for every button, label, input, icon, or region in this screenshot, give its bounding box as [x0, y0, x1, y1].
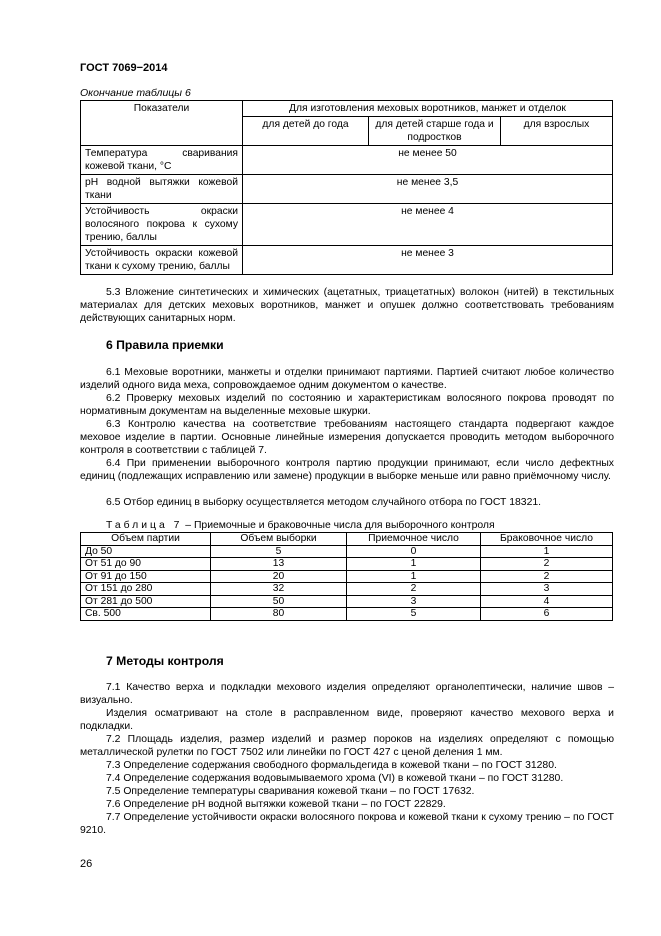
table7-cell: 13	[211, 558, 347, 571]
table7-cell: 3	[481, 583, 613, 596]
table-row	[81, 545, 613, 558]
table-row	[81, 175, 613, 204]
table7-caption-label: Таблица 7	[106, 520, 183, 531]
table6-row-label: Температура сваривания кожевой ткани, °С	[81, 146, 243, 175]
table7-cell: До 50	[81, 545, 211, 558]
table6-row-label: рН водной вытяжки кожевой ткани	[81, 175, 243, 204]
table7-cell: 5	[211, 545, 347, 558]
table6-subheader-older: для детей старше года и подростков	[369, 117, 501, 146]
table7-header-row	[81, 533, 613, 546]
paragraph-7-1: 7.1 Качество верха и подкладки мехового изделия определяют органолептически, наличие швов – визуально.	[80, 682, 614, 707]
table7-cell: 32	[211, 583, 347, 596]
table7-cell: От 151 до 280	[81, 583, 211, 596]
table7-caption	[106, 520, 495, 531]
page-number: 26	[80, 858, 93, 870]
table7-header: Объем партии	[81, 533, 211, 546]
paragraph-7-1-inspection: Изделия осматривают на столе в расправленном виде, проверяют качество мехового верха и подкладки.	[80, 708, 614, 733]
table7-cell: 2	[347, 583, 481, 596]
paragraph-7-3: 7.3 Определение содержания свободного формальдегида в кожевой ткани – по ГОСТ 31280.	[106, 760, 557, 771]
table6-caption: Окончание таблицы 6	[80, 87, 191, 99]
table7-header: Браковочное число	[481, 533, 613, 546]
table6-row-label: Устойчивость окраски кожевой ткани к сухому трению, баллы	[81, 246, 243, 275]
table6-header-group: Для изготовления меховых воротников, манжет и отделок	[243, 101, 613, 117]
table-row	[81, 204, 613, 246]
table7-cell: 5	[347, 608, 481, 621]
paragraph-6-5: 6.5 Отбор единиц в выборку осуществляется методом случайного отбора по ГОСТ 18321.	[106, 497, 542, 508]
table6-row-label: Устойчивость окраски волосяного покрова к сухому трению, баллы	[81, 204, 243, 246]
table7-cell: 1	[347, 558, 481, 571]
table7	[80, 532, 613, 621]
table6-subheader-children: для детей до года	[243, 117, 369, 146]
paragraph-6-2: 6.2 Проверку меховых изделий по состоянию и характеристикам волосяного покрова проводят по нормативным документам на выделенные меховые шкурки.	[80, 393, 614, 418]
table6-row-value: не менее 3,5	[243, 175, 613, 204]
table7-cell: 6	[481, 608, 613, 621]
paragraph-6-3: 6.3 Контролю качества на соответствие требованиям настоящего стандарта подвергают каждое меховое изделие в партии. Основные линейные измерения допускается проводить методом выборочного контроля в соответствии с таблицей 7.	[80, 419, 614, 457]
paragraph-5-3: 5.3 Вложение синтетических и химических (ацетатных, триацетатных) волокон (нитей) в текстильных материалах для детских меховых воротников, манжет и опушек должно соответствовать требованиям действующих санитарных норм.	[80, 287, 614, 325]
table6-row-value: не менее 4	[243, 204, 613, 246]
table7-cell: 80	[211, 608, 347, 621]
table7-cell: 20	[211, 570, 347, 583]
table6-row-value: не менее 50	[243, 146, 613, 175]
table7-cell: От 51 до 90	[81, 558, 211, 571]
table6-header-indicator: Показатели	[81, 101, 243, 146]
table7-cell: 4	[481, 595, 613, 608]
table7-cell: 2	[481, 570, 613, 583]
table-row	[81, 608, 613, 621]
standard-id: ГОСТ 7069−2014	[80, 62, 168, 74]
section7-title: 7 Методы контроля	[106, 654, 224, 668]
table6	[80, 100, 613, 275]
table7-header: Приемочное число	[347, 533, 481, 546]
paragraph-7-2: 7.2 Площадь изделия, размер изделий и размер пороков на изделиях определяют с помощью металлической рулетки по ГОСТ 7502 или линейки по ГОСТ 427 с ценой деления 1 мм.	[80, 734, 614, 759]
table-row	[81, 558, 613, 571]
table6-row-value: не менее 3	[243, 246, 613, 275]
table7-cell: От 91 до 150	[81, 570, 211, 583]
section6-title: 6 Правила приемки	[106, 338, 224, 352]
table7-cell: 2	[481, 558, 613, 571]
table7-cell: 1	[347, 570, 481, 583]
paragraph-6-1: 6.1 Меховые воротники, манжеты и отделки принимают партиями. Партией считают любое количество изделий одного вида меха, сопровождаемое одним документом о качестве.	[80, 367, 614, 392]
table7-cell: Св. 500	[81, 608, 211, 621]
table7-cell: От 281 до 500	[81, 595, 211, 608]
table7-cell: 3	[347, 595, 481, 608]
table-row	[81, 246, 613, 275]
paragraph-7-6: 7.6 Определение рН водной вытяжки кожевой ткани – по ГОСТ 22829.	[106, 799, 446, 810]
table7-cell: 50	[211, 595, 347, 608]
paragraph-7-7: 7.7 Определение устойчивости окраски волосяного покрова и кожевой ткани к сухому трению – по ГОСТ 9210.	[80, 812, 614, 837]
table6-subheader-adults: для взрослых	[501, 117, 613, 146]
table-row	[81, 146, 613, 175]
table7-caption-text: – Приемочные и браковочные числа для выборочного контроля	[182, 520, 495, 531]
paragraph-7-4: 7.4 Определение содержания водовымываемого хрома (VI) в кожевой ткани – по ГОСТ 31280.	[106, 773, 564, 784]
table7-cell: 1	[481, 545, 613, 558]
table-row	[81, 583, 613, 596]
table7-cell: 0	[347, 545, 481, 558]
table6-header-row	[81, 101, 613, 117]
table-row	[81, 595, 613, 608]
table7-header: Объем выборки	[211, 533, 347, 546]
table-row	[81, 570, 613, 583]
paragraph-6-4: 6.4 При применении выборочного контроля партию продукции принимают, если число дефектных единиц (подлежащих исправлению или замене) продукции в выборке меньше или равно приёмочному числу.	[80, 458, 614, 483]
paragraph-7-5: 7.5 Определение температуры сваривания кожевой ткани – по ГОСТ 17632.	[106, 786, 475, 797]
